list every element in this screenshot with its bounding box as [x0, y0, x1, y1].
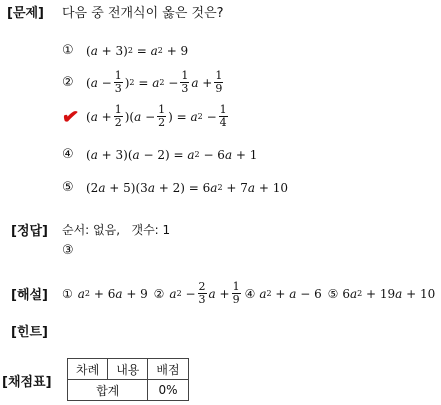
question-label: [문제]	[7, 6, 44, 21]
option-2-math: ( a − $\frac{1}{3}$ ) 2 = a 2 − $\frac{1}{3}$ a + $\frac{1}{9}$	[86, 69, 223, 95]
header-order: 차례	[68, 359, 108, 380]
option-3[interactable]	[62, 104, 230, 129]
explanation-2-math: a 2 − $\frac{2}{3}$ a + $\frac{1}{9}$	[169, 280, 240, 306]
score-table-total-row	[68, 380, 189, 401]
option-1-math: ( a + 3) 2 = a 2 + 9	[86, 43, 189, 58]
header-points: 배점	[148, 359, 188, 380]
option-1[interactable]	[62, 43, 188, 58]
score-table	[67, 358, 189, 401]
option-number: ④	[62, 147, 74, 162]
option-5[interactable]	[62, 180, 288, 195]
option-3-math: ( a + $\frac{1}{2}$ )( a − $\frac{1}{2}$ ) = a 2 − $\frac{1}{4}$	[86, 103, 227, 129]
explanation-num-1: ①	[62, 286, 73, 301]
option-2[interactable]	[62, 70, 225, 95]
explanation-5-math: 6 a 2 + 19 a + 10	[342, 286, 436, 301]
answer-order: 순서: 없음,	[62, 223, 121, 237]
total-label: 합계	[68, 380, 148, 401]
option-4[interactable]	[62, 147, 257, 162]
explanation-line	[62, 281, 435, 306]
header-content: 내용	[108, 359, 148, 380]
answer-value: ③	[62, 243, 74, 258]
explanation-num-4: ④	[244, 286, 256, 301]
total-value: 0%	[148, 380, 188, 401]
option-number: ①	[62, 43, 74, 58]
option-4-math: ( a + 3)( a − 2) = a 2 − 6 a + 1	[86, 147, 258, 162]
option-number: ⑤	[62, 180, 74, 195]
score-table-header	[68, 359, 189, 380]
explanation-4-math: a 2 + a − 6	[259, 286, 326, 301]
explanation-label: [해설]	[11, 288, 48, 303]
option-number: ②	[62, 75, 74, 90]
explanation-1-math: a 2 + 6 a + 9	[77, 286, 152, 301]
explanation-num-2: ②	[153, 286, 165, 301]
answer-label: [정답]	[11, 224, 48, 239]
option-5-math: (2 a + 5)(3 a + 2) = 6 a 2 + 7 a + 10	[86, 180, 288, 195]
hint-label: [힌트]	[11, 325, 48, 340]
question-text: 다음 중 전개식이 옳은 것은?	[62, 6, 224, 21]
answer-count: 갯수: 1	[131, 223, 171, 237]
scoring-label: [채점표]	[2, 375, 52, 390]
explanation-num-5: ⑤	[327, 286, 339, 301]
red-check-icon: ✔	[60, 102, 81, 130]
